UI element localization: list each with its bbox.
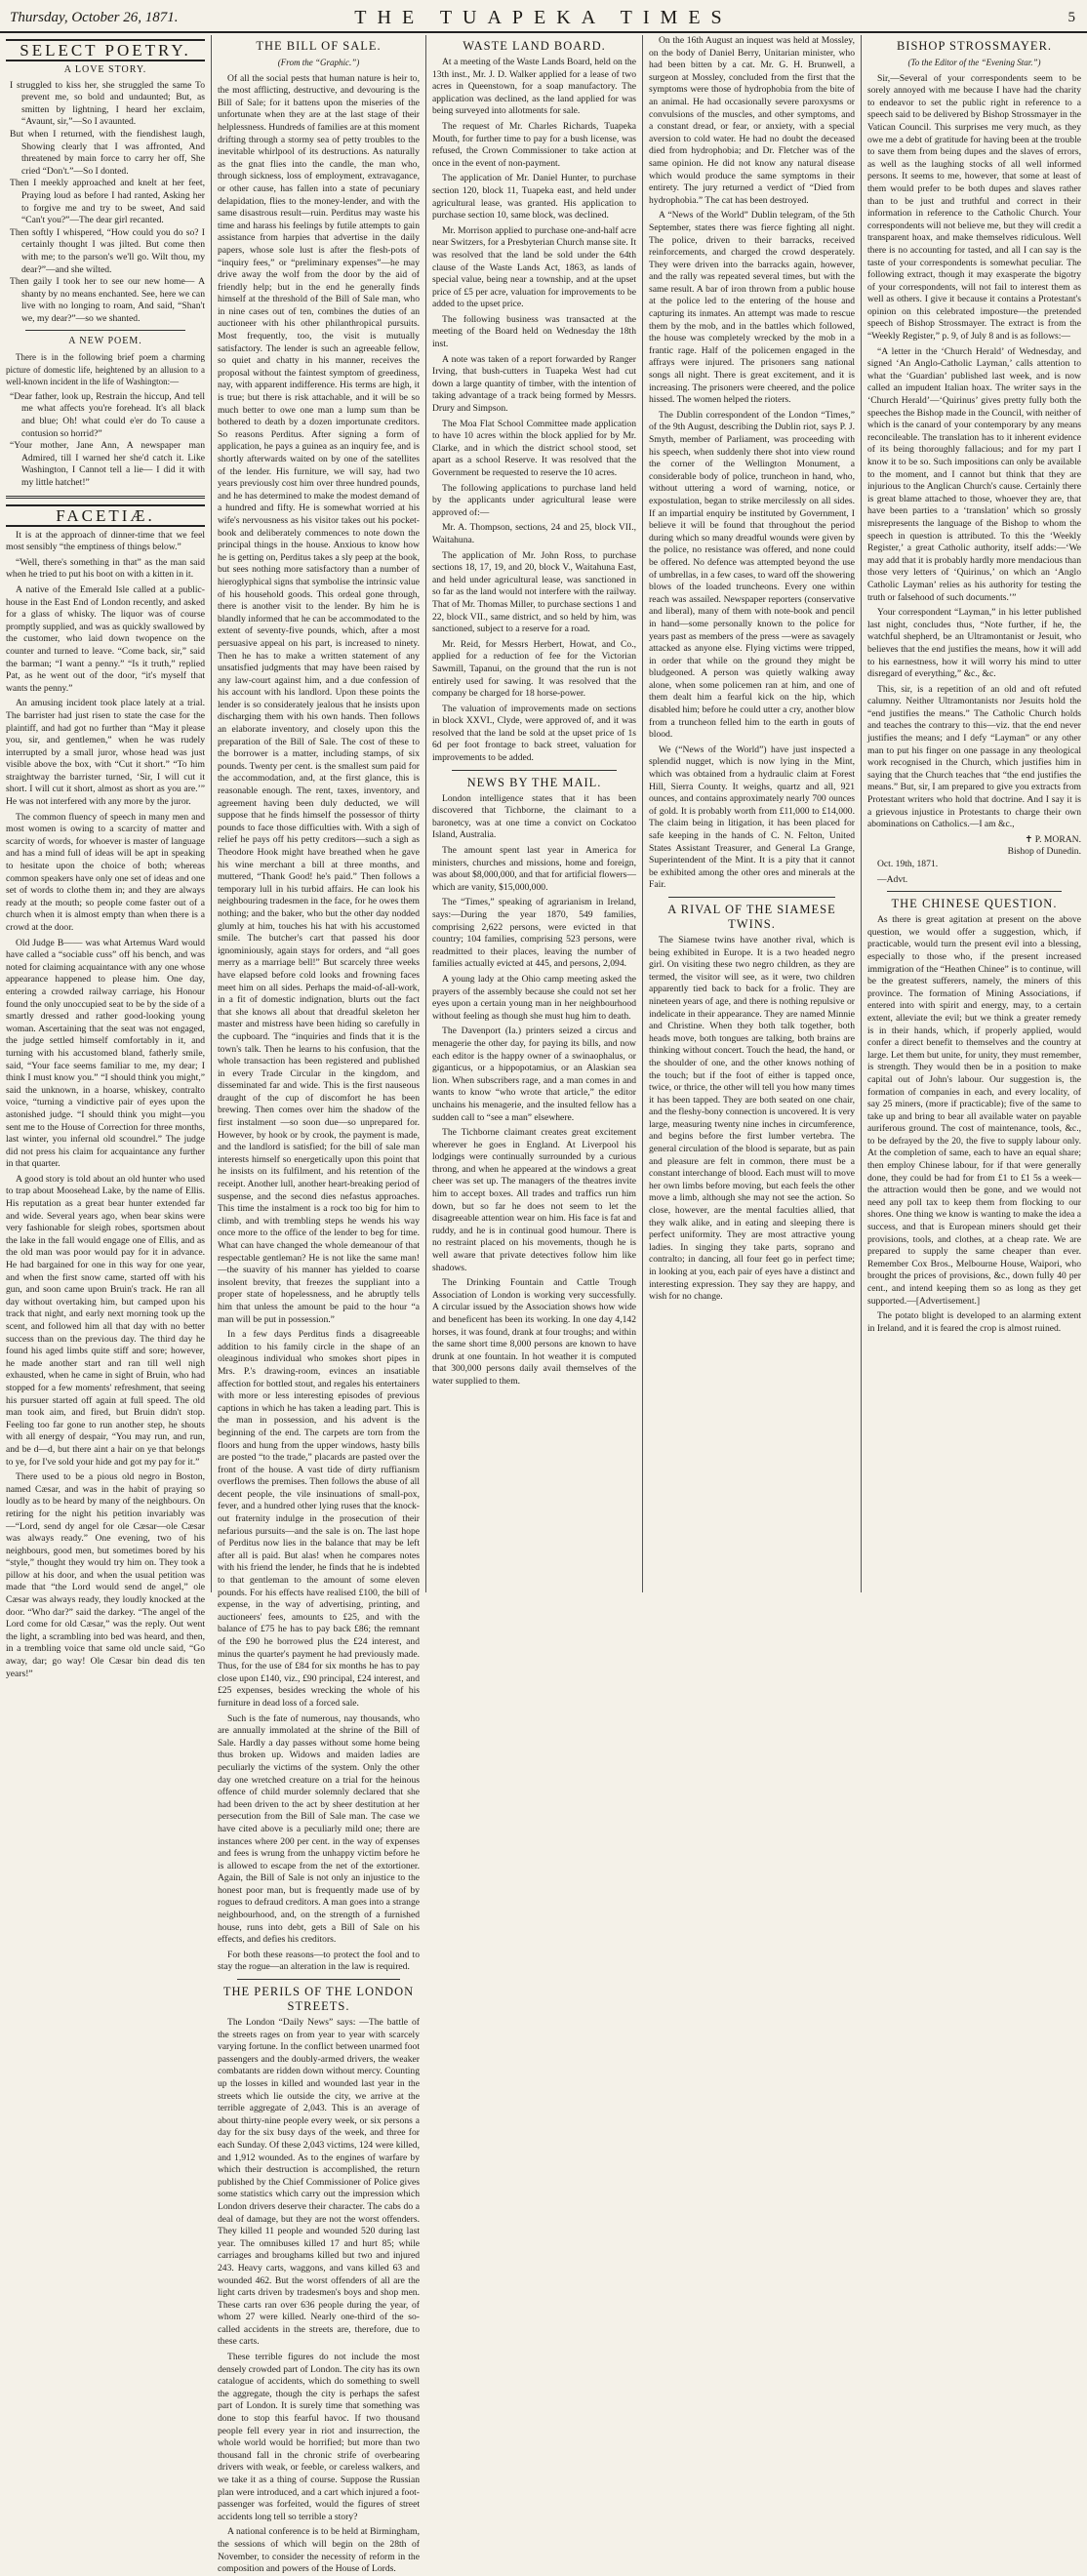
love-story-title: A LOVE STORY.	[63, 64, 147, 75]
new-poem-title: A NEW POEM.	[68, 336, 142, 347]
paragraph: Mr. A. Thompson, sections, 24 and 25, block VII., Waitahuna.	[432, 522, 636, 545]
stanza: Then softly I whispered, “How could you do so? I certainly thought I was jilted. But come then with me; to the parson's we'll go. Wilt thou, my dear?”—and she wilted.	[10, 226, 205, 275]
paragraph: Sir,—Several of your correspondents seem to be sorely annoyed with me because I have had the charity to endeavor to set the public right in reference to a speech said to be delivered by Bishop Strossmayer in the Vatican Council. This surprises me very much, as they owe me a debt of gratitude for having been at the trouble to save them from being dupes and the slaves of errors, as well as the laughing stocks of all well informed persons. It seems to me, however, that some at least of them would prefer to be both dupes and slaves rather than to be just and truthful and correct in their information in reference to the Catholic Church. Your correspondents will not believe me, but they will credit a transparent hoax, and make themselves ridiculous. Well there is no accounting for tasted, and all I can say is the taste of your correspondents is somewhat peculiar. The following extract, though it may exasperate the bigotry of your correspondents, will not fail to interest them as well as others. I give it because it contains a Protestant's opinion on this celebrated imposture—the pretended speech of Bishop Strossmayer. The extract is from the “Weekly Register,” p. 9, of July 8 and is as follows:—	[867, 72, 1081, 342]
paragraph: A native of the Emerald Isle called at a public-house in the East End of London recently, and asked for a glass of whisky. The liquor was of course promptly supplied, and was as quickly swallowed by the customer, who laid down twopence on the counter and turned to leave. “Come back, sir,” said the barman; “I want a penny.” “Is it truth,” replied Pat, as he went out of the door, “it's myself that wants the penny.”	[6, 584, 205, 694]
paragraph: The London “Daily News” says: —The battle of the streets rages on from year to year with scarcely varying fortune. In the conflict between unarmed foot passengers and the doubly-armed drivers, the weaker combatants are ridden down without mercy. Counting up the losses in killed and wounded last year in the streets which lie outside the city, we arrive at the terrible aggregate of 2,043. This is an average of about thirty-nine people every week, or six persons a day for the six busy days of the week, and three for each Sunday. Of these 2,043 victims, 124 were killed, and 1,912 wounded. As to the engines of warfare by which their destruction is accomplished, the return published by the Chief Commissioner of Police gives some statistics which carry out the impression which London drivers deserve their character. The cabs do a deal of damage, but they are not the worst offenders. They killed 11 people and wounded 520 during last year. The omnibuses killed 17 and hurt 85; while carriages and broughams killed but two and injured 243. Heavy carts, waggons, and vans killed 63 and wounded 462. But the worst offenders of all are the light carts driven by tradesmen's boys and shop men. These carts ran over 636 people during the year, of whom 27 were killed. Nearly one-third of the so-called accidents in the streets are, therefore, due to these carts.	[218, 2017, 420, 2348]
stanza: Then gaily I took her to see our new home— A shanty by no means enchanted. See, here we can live with no longing to roam, And said, “Shan't we, my dear?”—so we shanted.	[10, 276, 205, 324]
paragraph: The Moa Flat School Committee made application to have 10 acres within the block applied for by Mr. Clarke, and in which the district school stood, set apart as a school Reserve. It was resolved that the Government be requested to reserve the 10 acres.	[432, 418, 636, 478]
newspaper-title: THE TUAPEKA TIMES	[354, 7, 733, 28]
stanza: Then I meekly approached and knelt at her feet, Praying loud as before I had ranted, Asking her to forgive me and try to be sweet, And said “Can't you?”—The dear girl recanted.	[10, 178, 205, 226]
poem-verse: “Dear father, look up, Restrain the hiccup, And tell me what affects you're forehead. It's all black and blue; Oh! what could e'er do To cause a contusion so horrid?”	[10, 390, 205, 439]
signature-title: Bishop of Dunedin.	[1007, 846, 1081, 858]
paragraph: “A letter in the ‘Church Herald’ of Wednesday, and signed ‘An Anglo-Catholic Layman,’ calls attention to what the ‘Guardian’ published last week, and is now called an impudent Italian hoax. The writer says in the ‘Church Herald’—‘Quirinus’ gives pretty fully both the speeches the Bishop made in the Council, with neither of which is the canard of your contemporary by any means reconcileable. The translation has to it inherent evidence of its being thoroughly fallacious; and for my part I know it to be so. Such impositions can only be available to the moment, and I cannot but think that they are injurious to the Anglican Church's cause. Certainly there is great blame attached to those, whoever they are, that have been parties to a ‘translation’ which so grossly misrepresents the language of the Bishop to whom the speech in question is attributed. To this the ‘Weekly Register,’ a great Catholic authority, itself adds:—‘We may add that it is probably hardly more mendacious than those very letters of ‘Quirinus,’ on which an ‘Anglo Catholic Layman’ relies as his authority for testing the truth or falsehood of such documents.’”	[867, 345, 1082, 603]
paragraph: A note was taken of a report forwarded by Ranger Irving, that bush-cutters in Tuapeka West had cut down a large quantity of timber, with the intention of taking advantage of a track being formed by Messrs. Drury and Simpson.	[432, 353, 636, 415]
page-number: 5	[1067, 10, 1075, 25]
letter-date: Oct. 19th, 1871.	[877, 859, 939, 869]
paragraph: In a few days Perditus finds a disagreeable addition to his family circle in the shape of an oleaginous individual who smokes short pipes in Mrs. P.'s drawing-room, evinces an insatiable affection for bottled stout, and regales his entertainers with more or less interesting episodes of previous captions in which he has taken a leading part. This is the man in possession, and his advent is the beginning of the end. The carpets are torn from the floors and hung from the upper windows, hasty bills are posted “to the trade,” placards are pasted over the front of the house. A vast tide of dirty ruffianism overflows the premises. Then follows the abuse of all decent people, the vile insinuations of small-pox, fever, and a hundred other lying ruses that the knock-out fraternity indulge in the prosecution of their nefarious pursuits—and the sale is on. The last hope of Perditus now lies in the balance that may be left after all is paid. But alas! when he compares notes with his friend the lender, he finds that he is indebted to that gentleman to the amount of some eleven pounds. For his effects have realised £100, the bill of expense, in the way of advertising, printing, and auctioneers' fees, amounts to £25, and with the balance of £75 he has to pay back £86; the remnant of the £90 he borrowed plus the £24 interest, and minus the quarter's payment he had previously made. Thus, for the use of £84 for six months he has to pay close upon £140, viz., £90 principal, £24 interest, and £25 expenses, besides wrecking the whole of his furniture in dead loss of a forced sale.	[218, 1329, 420, 1709]
divider	[452, 770, 617, 771]
paragraph: London intelligence states that it has been discovered that Tichborne, the claimant to a baronetcy, was at one time a convict on Cockatoo Island, Australia.	[432, 792, 636, 841]
paragraph: “Well, there's something in that” as the man said when he tried to put his boot on with a kitten in it.	[6, 556, 205, 581]
paragraph: A good story is told about an old hunter who used to trap about Moosehead Lake, by the name of Ellis. His reputation as a great bear hunter extended far and wide. Several years ago, when bear skins were very fashionable for sleigh robes, sportsmen about the lake in the fall would engage one of Ellis, and as the old man was poor would pay for it in advance. He had bargained for one in this way for one year, and when the first snow came, started off with his gun, and soon came upon Bruin's track. He ran all day without overtaking him, but camped upon his track that night, and early next morning took up the scent, and followed him all that day with no better success than on the previous day. The third day he found his aged limbs quite stiff and sore; however, he made another start and ran till well nigh exhausted, when he came in sight of Bruin, who had stopped for a few moments' refreshment, that seeing his pursuer started off again at full speed. The old man took aim, and fired, but Bruin didn't stop. Feeling too far gone to run another step, he shouts with all energy of despair, “You may run, and run, and be d—d, but there aint a hair on ye that belongs to ye, for I've sold your hide and got my pay for it.”	[6, 1173, 205, 1468]
paragraph: The Dublin correspondent of the London “Times,” of the 9th August, describing the Dublin riot, says P. J. Smyth, member of Parliament, was proceeding with his speech, when suddenly there shot into view round the corner of the Wellington Monument, a considerable body of police, truncheon in hand, who, without uttering a word of warning, notice, or expostulation, began to strike mercilessly on all sides. If an impartial enquiry be instituted by Government, I believe it will be found that throughout the period during which so many dreadful wounds were given by the police, no resistance was offered, and none could be offered. No defence was attempted beyond the use of umbrellas, in a few cases, to ward off the showering blows of the loaded truncheons. Every one within reach was assailed. Newspaper reporters (conservative and liberal), many of them with note-book and pencil in hand—some personally known to the police for years past as members of the press —were as savagely attacked as anyone else. Flying victims were tripped, in order that while on the ground they might be bludgeoned. A person was quietly walking away alone, when some policemen ran at him, and one of them dealt him a fearful kick on the hip, which disabled him; before he could utter a cry, another blow from a truncheon felled him to the earth in gouts of blood.	[649, 409, 855, 741]
paragraph: These terrible figures do not include the most densely crowded part of London. The city has its own catalogue of accidents, which do something to swell the aggregate, though the city is perhaps the safest part of London. It is surely time that something was done to stop this fearful havoc. If two thousand people fell every year in riot and insurrection, the whole world would be horrified; but more than two thousand fall in the chronic strife of overbearing drivers with weak, or feeble, or careless walkers, and we take it as a thing of course. Suppose the Russian plan were introduced, and a cart which injured a foot-passenger was forfeited, would the figures of street accidents long tell so terrible a story?	[218, 2352, 420, 2522]
stanza: But when I returned, with the fiendishest laugh, Showing clearly that I was affronted, And threatened by main force to carry her off, She cried “Don't.”—So I donted.	[10, 128, 205, 177]
column-2	[211, 35, 425, 2575]
column-1	[0, 35, 211, 1679]
paragraph: The Tichborne claimant creates great excitement wherever he goes in England. At Liverpool his lodgings were continually surrounded by a curious throng, and when he appeared at the windows a great cheer was set up. The managers of the theatres invite him to accept boxes. All trades and traffics run him down, but so far he does not seem to let the disagreeable attention wear on him. His face is fat and ruddy, and he is in continual good humour. There is no restraint placed on his movements, though he is well aware that private detectives follow him like shadows.	[432, 1127, 636, 1273]
divider	[668, 897, 835, 898]
strossmayer-heading: BISHOP STROSSMAYER.	[896, 39, 1053, 53]
paragraph: On the 16th August an inquest was held at Mossley, on the body of Daniel Berry, Unitarian minister, who had been bitten by a cat. Mr. G. H. Brunwell, a surgeon at Mossley, concluded from the first that the symptoms were those of hydrophobia from the bite of an animal. He had occasionally severe paroxysms or convulsions of the muscles, and other symptoms, and a constant dread, or fear, or anxiety, with a special aversion to cold water. He had no doubt the deceased died from hydrophobia; and Dr. Fletcher was of the same opinion. He did not know any natural disease which would produce the same symptoms in their entirety. The jury returned a verdict of “Died from hydrophobia.” The cat has been destroyed.	[649, 35, 855, 206]
divider	[6, 496, 205, 499]
letter-source: (To the Editor of the “Evening Star.”)	[907, 58, 1041, 67]
siamese-heading: A RIVAL OF THE SIAMESE TWINS.	[667, 902, 836, 931]
select-poetry-heading: SELECT POETRY.	[6, 39, 205, 61]
paragraph: For both these reasons—to protect the fool and to stay the rogue—an alteration in the law is required.	[218, 1949, 420, 1973]
paragraph: The application of Mr. Daniel Hunter, to purchase section 120, block 11, Tuapeka east, and held under agricultural lease, was granted. His application to purchase section 10, same block, was declined.	[432, 173, 636, 221]
issue-date: Thursday, October 26, 1871.	[10, 10, 179, 25]
paragraph: The Siamese twins have another rival, which is being exhibited in Europe. It is a two headed negro girl. On visiting these two negro children, as they are termed, the visitor will see, as it were, two children apparently tied back to back for a frolic. They are nineteen years of age, and there is nothing repulsive or indelicate in their appearance. They are named Minnie and Christine. When they both talk together, both heads move, both tongues are talking, both brains are thinking without concert. Touch the head, the hand, or the shoulder of one, and the other knows nothing of the touch; but if the foot of either is tapped once, twice, or thrice, the other will tell you how many times it has been tapped. They are both seated on one chair, and the fleshy-bony connection is uncovered. It is very large, measuring twenty nine inches in circumference, and begins before the first lumber vertebra. The general circulation of the blood is separate, but as pain and pleasure are felt in common, there must be a constant interchange of blood. Each must will to move her own limbs before moving, but each feels the other move a limb, although she may not see the action. So close, however, are the mental faculties allied, that they walk alike, and in eating and sleeping there is perfect uniformity. They are most attractive young ladies. In singing they take parts, soprano and contralto; in dancing, all four feet go in perfect time; in looking at you, each pair of eyes have a distinct and interesting expression. They say they are happy, and wish for no change.	[649, 934, 856, 1303]
paragraph: This, sir, is a repetition of an old and oft refuted calumny. Neither Ultramontanists nor Jesuits hold the “end justifies the means.” The Catholic Church holds and teaches the contrary to this—viz. that the end never justifies the means; and I defy “Layman” or any other man to put his finger on one passage in any theological work recognised in the Church, which justifies him in saying that the Church teaches that “the end justifies the means.” But, sir, I am prepared to give you extracts from Protestant writers who hold that doctrine. And I say it is a grievous injustice in Protestants to charge their own abominations on Catholics.—I am &c.,	[867, 683, 1081, 830]
paragraph: An amusing incident took place lately at a trial. The barrister had just risen to state the case for the plaintiff, and had got no further than “May it please you, sir, and gentlemen,” when he was rudely interrupted by a small juror, whose head was just visible above the box, with “Cut it short.” “To him straightway the barrister turned, ‘Sir, I will cut it short. I will cut it short, almost as short as you are.’” He was not interfered with any more by the juror.	[6, 698, 205, 808]
paragraph: A “News of the World” Dublin telegram, of the 5th September, states there was fierce fighting all night. The police, driven to their barracks, received reinforcements, and charged the crowd desperately. They were driven into the barracks again, however, and the rally was repeated several times, but with the same result. A bar of iron thrown from a public house at the police led to the entering of the house and capturing its inmates. An attempt was made to rescue them by the mob, and in the battles which followed, the house was completely wrecked by the mob in a frantic rage. Half of the policemen engaged in the affrays were injured. The prisoners sang national songs all night. There is great excitement, and it is increasing. The prisoners were cheered, and the police hissed. The women helped the rioters.	[649, 210, 855, 406]
paragraph: The Davenport (Ia.) printers seized a circus and menagerie the other day, for paying its bills, and now each editor is the happy owner of a swinaophalus, or giganticus, or a hippopotamius, or an Alaskian sea lion. When subscribers rage, and a man comes in and wants to know “who wrote that article,” the editor unchains his menagerie, and the insulted fellow has a sudden call to “see a man” elsewhere.	[432, 1026, 636, 1123]
paragraph: At a meeting of the Waste Lands Board, held on the 13th inst., Mr. J. D. Walker applied for a lease of two acres in Queenstown, for a soap manufactory. The application was declined, as the land applied for was being surveyed into allotments for sale.	[432, 57, 636, 117]
divider	[237, 1979, 400, 1980]
perils-heading: THE PERILS OF THE LONDON STREETS.	[222, 1985, 415, 2014]
paragraph: The “Times,” speaking of agrarianism in Ireland, says:—During the year 1870, 549 families, comprising 2,622 persons, were evicted in that country; 104 families, comprising 523 persons, were readmitted to their places, leaving the number of families actually evicted at 445, and persons, 2,094.	[432, 897, 636, 970]
paragraph: The following applications to purchase land held by the applicants under agricultural lease were approved of:—	[432, 482, 636, 518]
signature: ✝ P. MORAN.	[1025, 833, 1081, 845]
paragraph: Of all the social pests that human nature is heir to, the most afflicting, destructive, and devouring is the Bill of Sale; for it battens upon the miseries of the unfortunate when they are at the last stage of their helplessness. Hundreds of families are at this moment drifting through a stormy sea of petty troubles to the inevitable whirlpool of its destructions. As naturally as the gnat flies into the candle, the man who, through sickness, loss of employment, extravagance, or other cause, has fallen into a state of pecuniary delapidation, flies to the money-lender, and with the same disastrous result—ruin. Perditus may waste his time and harass his feelings by futile attempts to gain assistance from harpies that advertise in the daily papers, whose sole lust is after the flesh-pots of “inquiry fees,” or “preliminary expenses”—he may drive away the wolf from the door by the aid of friendly help; but in the end he generally finds himself at the threshold of the Bill of Sale man, who in nine cases out of ten, combines the duties of an auctioneer with his other philanthropical pursuits. Most frequently, too, the visit is mutually satisfactory. The lender is such an agreeable fellow, so quiet and chatty in his manner, receives the proposal without the faintest symptom of greediness, nay, with apparent indifference. His terms are high, it is true; but there is risk attachable, and it will be so much better to owe one man a lump sum than be bothered to death by a dozen importunate creditors. So reasons Perditus. After signing a form of application, he pays a guinea as an inquiry fee, and is shortly afterwards waited on by one of the satellites of the lender. His furniture, we will say, had two years previously cost him over three hundred pounds, and he has determined to make the modest demand of a hundred and fifty. He is somewhat worried at his wife's nervousness as his visitor takes out his pocket-book and deliberately commences to note down the principal things in the house. Anxious to know how he is getting on, Perditus takes a sly peep at the book, but sees nothing more satisfactory than a number of hieroglyphical signs that symbolise the intrinsic value of his household goods. This ordeal gone through, there is another visit to the lender. By him he is blandly informed that he can be accommodated to the extent of seventy-five pounds, which, after a most persuasive appeal on his part, is increased to ninety. Then he has to make a written statement of any unsatisfied judgments that may have been raised by any law-court against him, and a due confession of his account with his landlord. Upon these points the lender is so considerately jealous that he insists upon discharging them with his own hands. Then follows an elaborate inventory, and closely upon this the preparation of the Bill of Sale. The cost of these to the borrower is a matter, including stamps, of six pounds. Twenty per cent. is the smallest sum paid for the accommodation, and, at the first glance, this is reasonable enough. The rent, taxes, inventory, and agreement having been duly deducted, we will suppose that he finds himself the possessor of thirty pounds to face those difficulties with. With a sigh of relief he pays off his petty creditors—such a sigh as Theodore Hook might have breathed when he gave his wine merchant a bill at three months, and muttered, “Thank Good! he's paid.” Then follows a temporary lull in his turbid affairs. He can look his neighbouring tradesmen in the face, for he owes them nothing; and the baker, who but the other day nodded glumly at him, touches his hat with his accustomed smile. The butcher's cart that passed his door ignominiously, again stays for orders, and “all goes merry as a marriage bell!” But scarcely three weeks have elapsed before cold looks and frowning faces meet him on all sides. Perhaps the maid-of-all-work, in a fit of domestic indignation, blurts out the fact that she knows all about that dreadful skeleton her master and mistress have been hiding so carefully in the cupboard. The “inquiries and finds that it is the town's talk. Then he learns to his confusion, that the whole transaction has been registered and published in every Trade Circular in the kingdom, and disseminated far and wide. This is the first nauseous draught of the cup of discomfort he has been brewing. Then comes over him the shadow of the first instalment —so soon due—so unprepared for. However, by hook or by crook, the payment is made, and the landlord is satisfied; for the bill of sale man interests himself so energetically upon this point that he insists on its fulfilment, and his retention of the receipt. Another lull, another heart-breaking period of suspense, and the second dies nefastus approaches. This time the instalment is a rock too big for him to climb, and with trembling steps he wends his way once more to the office of the lender to beg for time. What can have changed the whole demeanour of that respectable gentleman? He is not like the same man! —the suavity of his manner has yielded to coarse insolent brevity, that freezes the suppliant into a proper state of hopelessness, and he abruptly tells him that unless the amount be paid to the hour “a man will be put in possession.”	[218, 72, 420, 1325]
paragraph: A national conference is to be held at Birmingham, the sessions of which will begin on the 28th of November, to consider the necessity of reform in the composition and powers of the House of Lords.	[218, 2526, 420, 2575]
paragraph: A young lady at the Ohio camp meeting asked the prayers of the assembly because she could not set her eyes upon a certain young man in her neighbourhood without feeling as though she must hug him to death.	[432, 973, 636, 1022]
paragraph: Mr. Morrison applied to purchase one-and-half acre near Switzers, for a Presbyterian Church manse site. It was resolved that the land be sold under the 64th clause of the Waste Lands Act, 1863, as lands of special value, being near a township, and at the upset price of £5 per acre, valuation for improvements to be added to the upset price.	[432, 224, 636, 310]
paragraph: The valuation of improvements made on sections in block XXVI., Clyde, were approved of, and it was resolved that the land be sold at the upset price of 1s 6d per foot frontage to back street, valuation for improvements to be added.	[432, 703, 636, 764]
paragraph: There used to be a pious old negro in Boston, named Cæsar, and was in the habit of praying so loudly as to be heard by many of the neighbours. On retiring for the night his petition invariably was —“Lord, send dy angel for ole Cæsar—ole Cæsar was always ready.” One evening, two of his neighbours, good men, but sometimes bored by his “style,” thought they would try him on. They took a pillow at his door, and when the usual petition was made that “the Lord would send de angel,” ole Cæsar was always ready, they loudly knocked at the door. “Who dar?” said the darkey. “The angel of the Lord come for old Cæsar,” was the reply. Out went the light, a scrambling into bed was heard, and then, in a trembling voice that same old uncle said, “Go away, dar; go way! Ole Cæsar bin dead dis ten years!”	[6, 1471, 205, 1679]
poem-verse: “Your mother, Jane Ann, A newspaper man Admired, till I warned her she'd catch it. Like Washington, I Cannot tell a lie— I did it with my little hatchet!”	[10, 440, 205, 488]
paragraph: The potato blight is developed to an alarming extent in Ireland, and it is feared the crop is almost ruined.	[867, 1310, 1081, 1334]
stanza: I struggled to kiss her, she struggled the same To prevent me, so bold and undaunted; But, as smitten by lightning, I heard her exclaim, “Avaunt, sir,”—So I avaunted.	[10, 79, 205, 128]
divider	[25, 330, 185, 331]
new-poem-intro: There is in the following brief poem a charming picture of domestic life, heightened by an allusion to a well-known incident in the life of Washington:—	[6, 352, 205, 387]
news-by-mail-heading: NEWS BY THE MAIL.	[466, 775, 602, 789]
facetiae-heading: FACETIÆ.	[6, 504, 205, 527]
paragraph: The common fluency of speech in many men and most women is owing to a scarcity of matter and scarcity of words, for whoever is master of language and has a mind full of ideas will be apt in speaking to hesitate upon the choice of both; whereas common speakers have only one set of ideas and one set of words to clothe them in; and they are always ready at the mouth; so people come faster out of a church when it is almost empty than when there is a crowd at the door.	[6, 811, 205, 933]
paragraph: The request of Mr. Charles Richards, Tuapeka Mouth, for further time to pay for a bush license, was refused, the Crown Commissioner to take action at once in the event of non-payment.	[432, 120, 636, 169]
paragraph: We (“News of the World”) have just inspected a splendid nugget, which is now lying in the Mint, which was obtained from a hydraulic claim at Forest Hill, Sierra County. It weighs, quartz and all, 921 ounces, and contains approximately nearly 700 ounces of gold. It is probably worth from £11,000 to £14,000. The claim being in litigation, it has been placed for safe keeping in the hands of C. N. Felton, United States Assistant Treasurer, and General La Grange, Superintendent of the Mint. It is a pity that it cannot be exhibited among the other ores and minerals at the Fair.	[649, 744, 855, 891]
bill-of-sale-heading: THE BILL OF SALE.	[256, 39, 382, 53]
paragraph: Old Judge B—— was what Artemus Ward would have called a “sociable cuss” off his bench, and was noted for claiming acquaintance with any one whose appearance happened to please him. One day, entering a crowded railway carriage, his Honour found the only unoccupied seat to be by the side of a smartly dressed and rather good-looking young woman. Ascertaining that the seat was not engaged, the judge settled himself comfortably in it, and turning with his accustomed bland, fatherly smile, said, “Your face seems familiar to me, my dear; I think I must know you.” “I should think you might,” said the unknown, in a hoarse, whiskey, contralto voice, “turning a vindictive pair of eyes upon the astonished judge. “I should think you might—you sent me to the House of Correction for three months, last winter, you infernal old scoundrel.” The judge did not press his claim for acquaintance any further in that quarter.	[6, 937, 205, 1170]
paragraph: The amount spent last year in America for ministers, churches and missions, home and foreign, was about $8,000,000, and that for artificial flowers—which are vanity, $15,000,000.	[432, 845, 636, 893]
love-story-poem	[10, 80, 205, 326]
masthead	[0, 0, 1087, 33]
paragraph: The following business was transacted at the meeting of the Board held on Wednesday the 18th inst.	[432, 313, 636, 350]
column-4	[642, 35, 861, 1592]
paragraph: Mr. Reid, for Messrs Herbert, Howat, and Co., applied for a reduction of fee for the Victorian Sawmill, Tapanui, on the ground that the run is not entirely used for sawing. It was resolved that the company be charged for 18 horse-power.	[432, 638, 636, 700]
chinese-question-heading: THE CHINESE QUESTION.	[891, 897, 1058, 911]
column-3	[425, 35, 642, 1592]
column-5	[861, 35, 1087, 1592]
columns	[0, 35, 1087, 2575]
paragraph: Such is the fate of numerous, nay thousands, who are annually immolated at the shrine of the Bill of Sale. Hardly a day passes without some home being thus broken up. Widows and maiden ladies are peculiarly the victims of the system. Only the other day one wretched creature on a trial for the heinous offence of child murder solemnly declared that she had been driven to the act by sheer destitution at her persecution from the Bill of Sale man. The case we have cited above is a peculiarly mild one; there are instances where 200 per cent. in the way of expenses and fees is wrung from the unhappy victim before he is allowed to escape from the net of the extortioner. Again, the Bill of Sale is not only an injustice to the honest poor man, but is frequently made use of by rogues to defraud creditors. A man goes into a strange neighbourhood, and, on the strength of a furnished house, runs into debt, gets a Bill of Sale on his effects, and defies his creditors.	[218, 1712, 420, 1946]
paragraph: As there is great agitation at present on the above question, we would offer a suggestion, which, if practicable, would turn the present evil into a blessing, especially to those who, if the present increased immigration of the “Heathen Chinee” is to continue, will be the greatest sufferers, namely, the miners of this province. The formation of Mining Associations, if entered into with spirit and energy, may, to a certain extent, alleviate the evil; but we think a greater remedy is in their hands, which, if properly applied, would confer a direct benefit to themselves and the country at large. Let them but unite, for unity, they must remember, is strength. They would then be in a position to make capital out of John's labour. Our suggestion is, the formation of companies in each, and every locality, of say 25 miners, (more if practicable); five of the same to take up and bring to bear all available water on payable auriferous ground. The cost of maintenance, tools, &c., to be defrayed by the 20, the five to supply labour only. At the completion of same, each to have an equal share; then employ Chinese labour, for if that were generally done, they could be had for from £1 to £1 5s a week—the attraction would then be gone, and we would not need any poll tax to keep them from flocking to our shores. One thing we know is wanting to make the idea a success, and that is European miners should get their provisions, tools, and clothes, at a cheap rate. We are prepared to supply the same cheaper than ever. Remember Cox Bros., Melbourne House, Waipori, who brought the prices of provisions, &c., down fully 40 per cent., and intend keeping them so as long as they get supported.—[Advertisement.]	[867, 914, 1082, 1307]
new-poem-lines	[10, 391, 205, 490]
paragraph: The Drinking Fountain and Cattle Trough Association of London is working very successfully. A circular issued by the Association shows how wide and beneficent has been its working. In one day 4,142 horses, it was found, drank at four troughs; and within the same short time 8,000 persons are known to have drunk at one fountain. In hot weather it is computed that 300,000 persons daily avail themselves of the water supplied to them.	[432, 1277, 636, 1387]
divider	[887, 891, 1062, 892]
paragraph: It is at the approach of dinner-time that we feel most sensibly “the emptiness of things below.”	[6, 529, 205, 553]
paragraph: Your correspondent “Layman,” in his letter published last night, concludes thus, “Note further, if he, the watchful shepherd, be an Ultramontanist or Jesuit, who believes that the end justifies the means, how it will add to his earnestness, how it will worry his mind to utter disregard of everything,” &c., &c.	[867, 607, 1081, 680]
paragraph: The application of Mr. John Ross, to purchase sections 18, 17, 19, and 20, block V., Waitahuna East, and held under agricultural lease, was sanctioned in so far as the land would not interfere with the railway. That of Mr. Thomas Miller, to purchase sections 1 and 22, block VII., same district, and so held by him, was sanctioned, subject to a reserve for a road.	[432, 549, 636, 635]
waste-land-heading: WASTE LAND BOARD.	[463, 39, 606, 53]
article-source: (From the “Graphic.”)	[277, 58, 360, 67]
advt-mark: —Advt.	[877, 873, 908, 885]
